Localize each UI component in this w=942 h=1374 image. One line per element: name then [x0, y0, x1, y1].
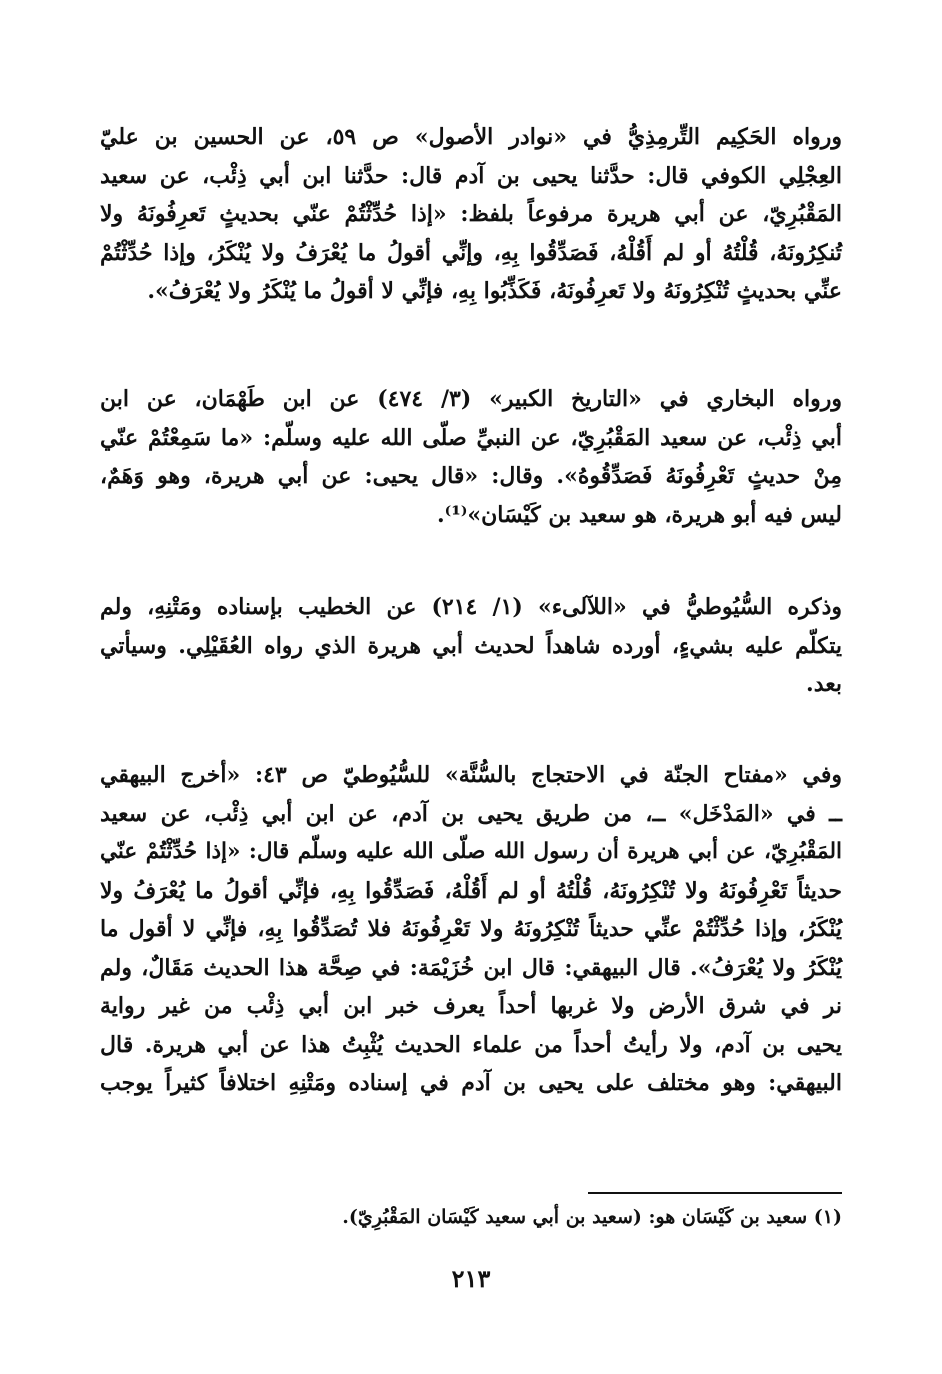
- text-line: ــ في «المَدْخَل» ــ، من طريق يحيى بن آدم، عن ابن أبي ذِئْب، عن سعيد: [100, 800, 842, 827]
- paragraph-tirmidhi: [100, 118, 842, 311]
- text-line: عنِّي بحديثٍ تُنْكِرُونَهُ ولا تَعرِفُونَهُ، فَكَذِّبُوا بِهِ، فإنِّي لا أقولُ ما يُنْكَرُ ولا يُعْرَفُ».: [147, 278, 842, 304]
- text-line: ورواه الحَكِيم التِّرمِذِيُّ في «نوادر الأصول» ص ٥٩، عن الحسين بن عليّ: [100, 124, 842, 150]
- text-line: نر في شرق الأرض ولا غربها أحداً يعرف خبر ابن أبي ذِئْب من غير رواية: [100, 993, 842, 1019]
- text-line: العِجْلِي الكوفي قال: حدَّثنا يحيى بن آدم قال: حدَّثنا ابن أبي ذِئْب، عن سعيد: [100, 162, 842, 189]
- footnote-separator: [588, 1192, 842, 1194]
- paragraph-bukhari: [100, 380, 842, 534]
- text-line: بعد.: [806, 671, 842, 697]
- footnote: (١) سعيد بن كَيْسَان هو: (سعيد بن أبي سعيد كَيْسَان المَقْبُرِيّ).: [342, 1206, 842, 1228]
- text-line: يُنْكَرُ ولا يُعْرَفُ». قال البيهقي: قال ابن خُزَيْمَة: في صِحَّة هذا الحديث مَقَالٌ، ولم: [100, 954, 842, 981]
- text-line: يحيى بن آدم، ولا رأيتُ أحداً من علماء الحديث يُثْبِتُ هذا عن أبي هريرة. قال: [100, 1031, 842, 1058]
- text-line: وفي «مفتاح الجنّة في الاحتجاج بالسُّنَّة» للسُّيُوطيّ ص ٤٣: «أخرج البيهقي: [100, 762, 842, 788]
- page-number: ٢١٣: [451, 1264, 491, 1293]
- text-line: ليس فيه أبو هريرة، هو سعيد بن كَيْسَان»⁽¹⁾.: [436, 501, 842, 528]
- text-line: مِنْ حديثٍ تَعْرِفُونَهُ فَصَدِّقُوهُ». وقال: «قال يحيى: عن أبي هريرة، وهو وَهَمٌ،: [100, 463, 842, 489]
- text-line: المَقْبُرِيّ، عن أبي هريرة مرفوعاً بلفظ: «إذا حُدِّثْتُمْ عنّي بحديثٍ تَعرِفُونَهُ ولا: [100, 201, 842, 227]
- paragraph-miftah-al-janna: [100, 756, 842, 1103]
- text-line: حديثاً تَعْرِفُونَهُ ولا تُنْكِرُونَهُ، قُلْتُهُ أو لم أَقُلْهُ، فَصَدِّقُوا بِهِ، فإنِّي أقولُ ما يُعْرَفُ ولا: [100, 877, 842, 904]
- paragraph-suyuti: [100, 588, 842, 704]
- text-line: يتكلّم عليه بشيءٍ، أورده شاهداً لحديث أبي هريرة الذي رواه العُقَيْلِي. وسيأتي: [100, 632, 842, 659]
- text-line: أبي ذِئْب، عن سعيد المَقْبُرِيّ، عن النبيِّ صلّى الله عليه وسلّم: «ما سَمِعْتُمْ عنّي: [100, 424, 842, 451]
- text-line: تُنكِرُونَهُ، قُلْتُهُ أو لم أَقُلْهُ، فَصَدِّقُوا بِهِ، وإنِّي أقولُ ما يُعْرَفُ ولا يُنْكَرُ، وإذا حُدِّثْتُمْ: [100, 239, 842, 266]
- text-line: البيهقي: وهو مختلف على يحيى بن آدم في إسناده ومَتْنِهِ اختلافاً كثيراً يوجب: [100, 1070, 842, 1096]
- text-line: المَقْبُرِيّ، عن أبي هريرة أن رسول الله صلّى الله عليه وسلّم قال: «إذا حُدِّثْتُمْ عنّي: [100, 839, 842, 864]
- text-line: ورواه البخاري في «التاريخ الكبير» (٣/ ٤٧٤) عن ابن طَهْمَان، عن ابن: [100, 386, 842, 412]
- text-line: وذكره السُّيُوطيُّ في «اللآلىء» (١/ ٢١٤) عن الخطيب بإسناده ومَتْنِهِ، ولم: [100, 594, 842, 620]
- text-line: يُنْكَرُ، وإذا حُدِّثْتُمْ عنِّي حديثاً تُنْكِرُونَهُ ولا تَعْرِفُونَهُ فلا تُصَدِّقُوا بِهِ، فإنِّي لا أقول ما: [100, 916, 842, 942]
